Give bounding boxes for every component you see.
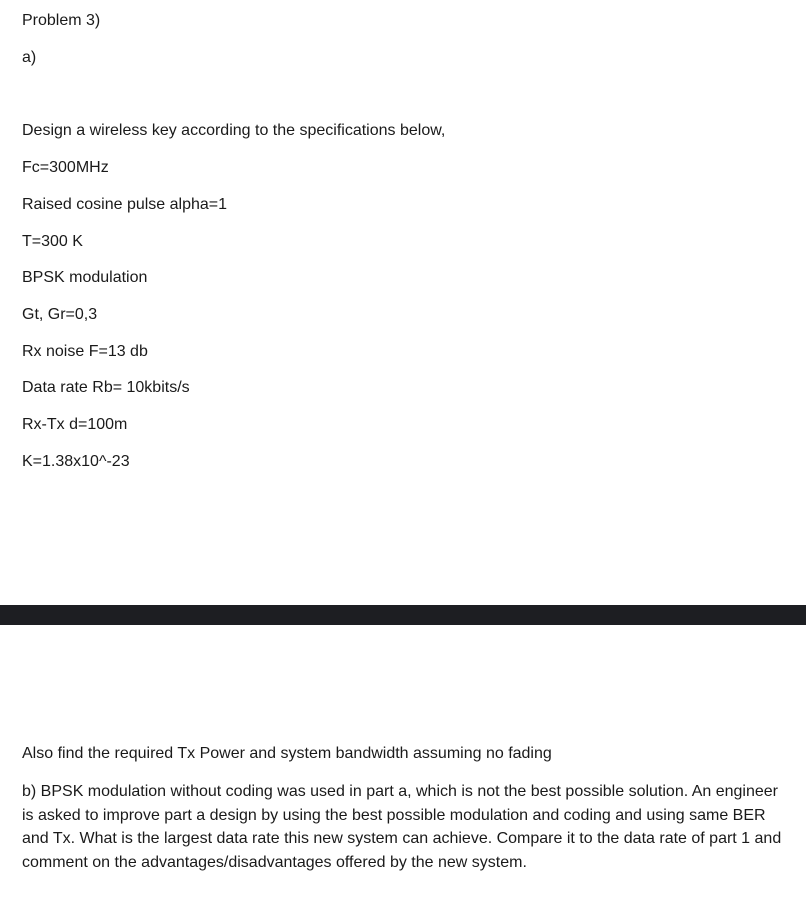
spec-distance: Rx-Tx d=100m xyxy=(22,416,128,433)
spec-antenna-gains: Gt, Gr=0,3 xyxy=(22,306,98,323)
spec-noise-figure: Rx noise F=13 db xyxy=(22,343,148,360)
spec-temperature: T=300 K xyxy=(22,233,83,250)
spec-carrier-frequency: Fc=300MHz xyxy=(22,159,109,176)
part-b-paragraph: b) BPSK modulation without coding was used in part a, which is not the best possible solution. An engineer is asked to improve part a design by using the best possible modulation and coding and using same BER and Tx. What is the largest data rate this new system can achieve. Compare it to the data rate of part 1 and comment on the advantages/disadvantages offered by the new system. xyxy=(22,783,782,872)
spec-modulation: BPSK modulation xyxy=(22,269,148,286)
page-divider-bar xyxy=(0,605,806,625)
spec-data-rate: Data rate Rb= 10kbits/s xyxy=(22,379,190,396)
problem-title: Problem 3) xyxy=(22,12,101,29)
intro-text: Design a wireless key according to the specifications below, xyxy=(22,122,446,139)
spec-pulse-shape: Raised cosine pulse alpha=1 xyxy=(22,196,228,213)
also-find-text: Also find the required Tx Power and system bandwidth assuming no fading xyxy=(22,745,552,762)
spec-boltzmann-constant: K=1.38x10^-23 xyxy=(22,453,130,470)
part-a-label: a) xyxy=(22,49,37,66)
